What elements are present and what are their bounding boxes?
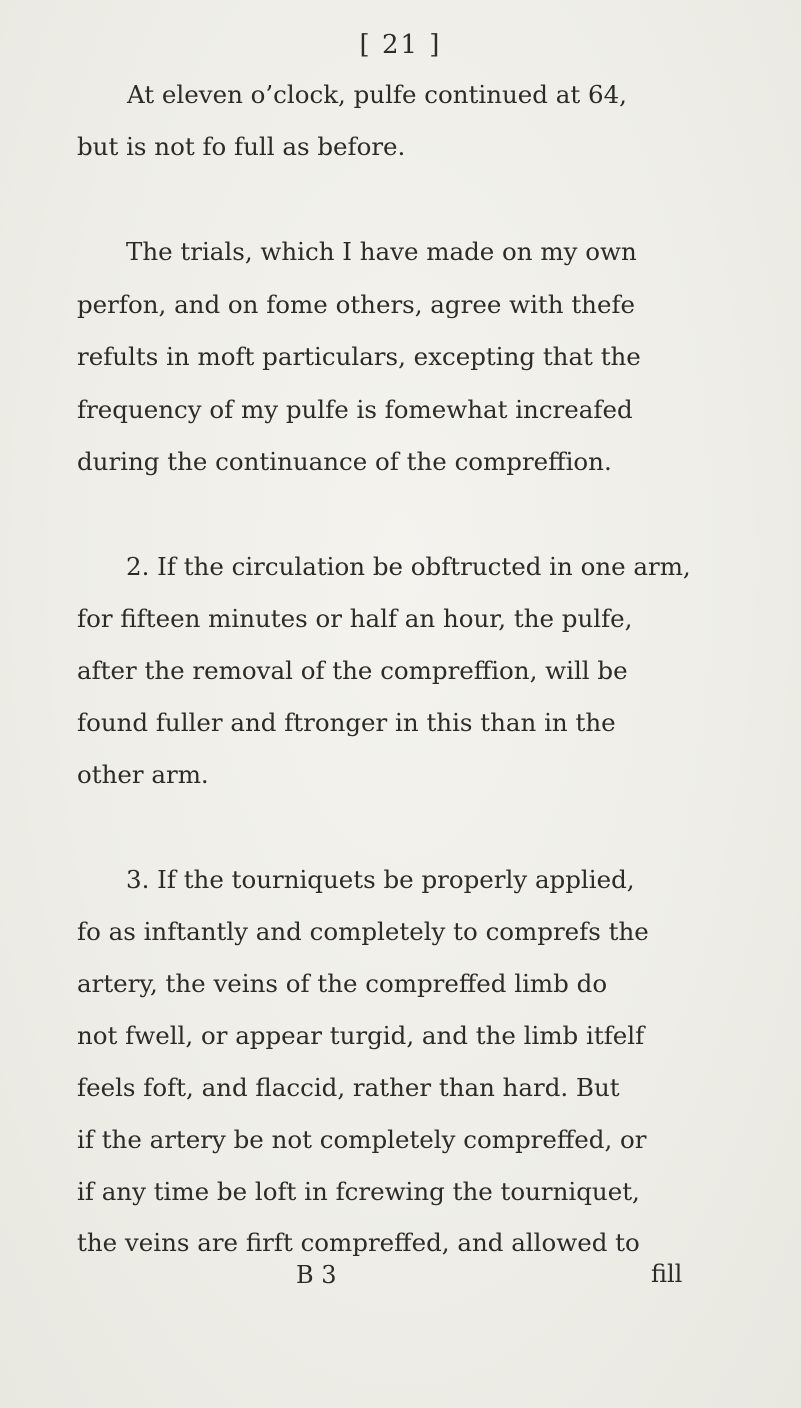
page-number-header: [ 21 ]	[359, 30, 442, 60]
text-line: At eleven o’clock, pulfe continued at 64,	[127, 80, 627, 109]
text-line: 3. If the tourniquets be properly applied,	[126, 865, 635, 894]
text-line: if the artery be not completely compreffed, or	[77, 1125, 647, 1154]
text-line: artery, the veins of the compreffed limb do	[77, 969, 608, 998]
text-line: after the removal of the compreffion, will be	[77, 656, 628, 685]
text-line: not fwell, or appear turgid, and the limb itfelf	[77, 1021, 645, 1050]
text-line: perfon, and on fome others, agree with thefe	[77, 290, 636, 319]
text-line: fo as inftantly and completely to comprefs the	[77, 917, 649, 946]
text-line: during the continuance of the compreffion.	[77, 447, 612, 476]
text-line: frequency of my pulfe is fomewhat increafed	[77, 395, 633, 424]
text-line: but is not fo full as before.	[77, 132, 406, 161]
catchword: fill	[651, 1260, 683, 1288]
text-line: feels foft, and flaccid, rather than hard. But	[77, 1073, 620, 1102]
text-line: other arm.	[77, 760, 209, 789]
text-line: refults in moft particulars, excepting that the	[77, 342, 641, 371]
text-line: the veins are firft compreffed, and allowed to	[77, 1228, 640, 1257]
text-line: found fuller and ftronger in this than in the	[77, 708, 616, 737]
text-line: The trials, which I have made on my own	[126, 237, 637, 266]
text-line: if any time be loft in fcrewing the tourniquet,	[77, 1177, 640, 1206]
text-line: 2. If the circulation be obftructed in one arm,	[126, 552, 691, 581]
signature-mark: B 3	[296, 1261, 337, 1289]
text-line: for fifteen minutes or half an hour, the pulfe,	[77, 604, 633, 633]
